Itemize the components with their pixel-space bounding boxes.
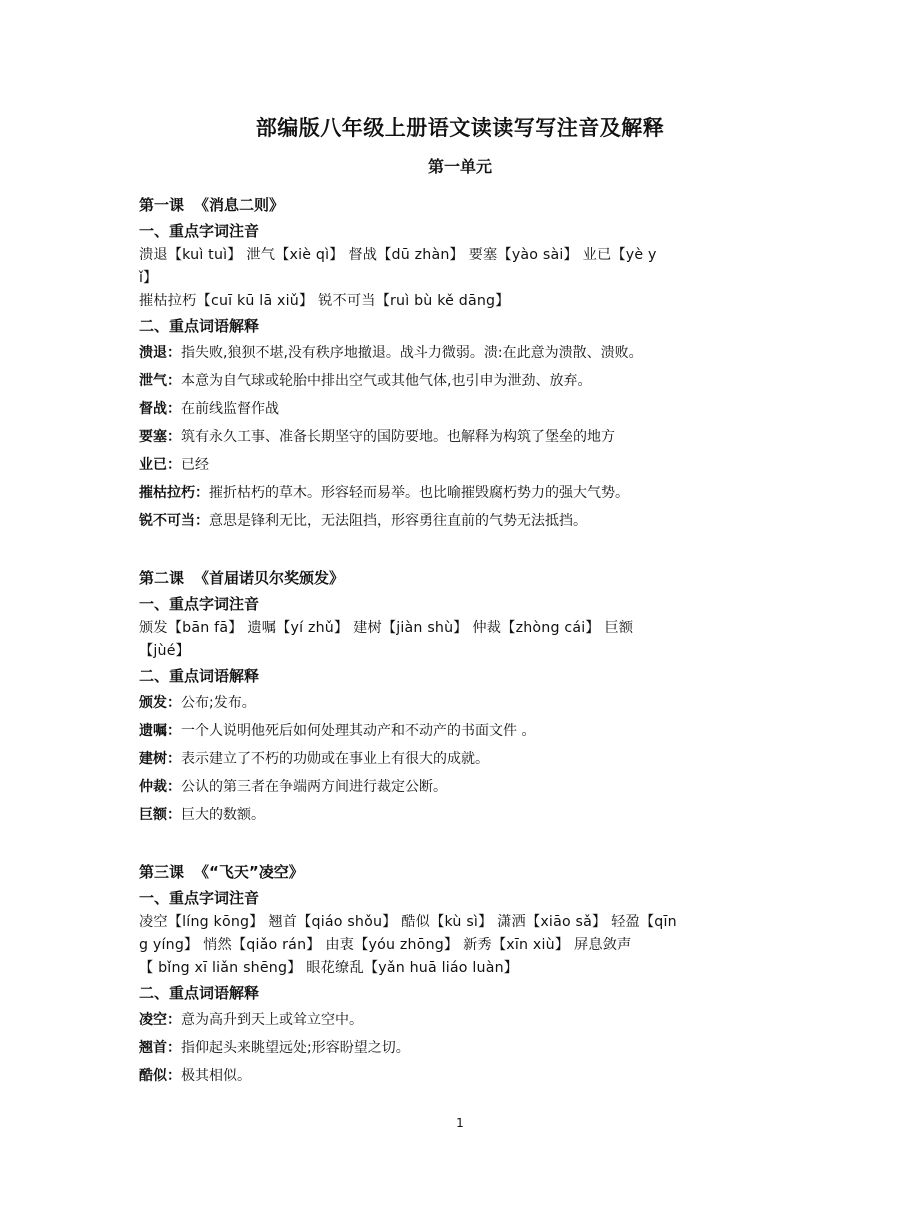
pinyin-heading: 一、重点字词注音: [139, 889, 260, 907]
definition-item: [139, 773, 784, 801]
definition-item: [139, 339, 784, 367]
definition-term: 溃退：: [139, 345, 181, 361]
lesson-title: 《消息二则》: [194, 196, 285, 214]
lesson-label: 第二课: [139, 569, 185, 587]
definition-item: [139, 423, 784, 451]
page-number: 1: [456, 1116, 464, 1130]
definition-text: 指仰起头来眺望远处;形容盼望之切。: [181, 1040, 410, 1056]
definition-item: [139, 717, 784, 745]
document-body: [139, 192, 784, 1090]
definition-term: 要塞：: [139, 429, 181, 445]
definition-term: 摧枯拉朽：: [139, 485, 209, 501]
definition-term: 翘首：: [139, 1040, 181, 1056]
section-spacer: [139, 829, 784, 859]
lesson-label: 第一课: [139, 196, 185, 214]
lesson-section: [139, 192, 784, 535]
pinyin-line: 凌空【líng kōng】 翘首【qiáo shǒu】 酷似【kù sì】 潇洒【xiāo sǎ】 轻盈【qīn: [139, 914, 677, 930]
lesson-heading: [139, 192, 784, 218]
definition-item: [139, 801, 784, 829]
lesson-title: 《首届诺贝尔奖颁发》: [194, 569, 345, 587]
definition-text: 公认的第三者在争端两方间进行裁定公断。: [181, 779, 447, 795]
definition-item: [139, 689, 784, 717]
definition-term: 仲裁：: [139, 779, 181, 795]
pinyin-heading: 一、重点字词注音: [139, 222, 260, 240]
definition-heading: 二、重点词语解释: [139, 667, 260, 685]
pinyin-line: 颁发【bān fā】 遗嘱【yí zhǔ】 建树【jiàn shù】 仲裁【zhòng cái】 巨额: [139, 620, 634, 636]
section-spacer: [139, 535, 784, 565]
definition-item: [139, 451, 784, 479]
definition-text: 公布;发布。: [181, 695, 256, 711]
definition-text: 意为高升到天上或耸立空中。: [181, 1012, 363, 1028]
definition-text: 筑有永久工事、准备长期坚守的国防要地。也解释为构筑了堡垒的地方: [181, 429, 615, 445]
pinyin-line: g yíng】 悄然【qiǎo rán】 由衷【yóu zhōng】 新秀【xīn xiù】 屏息敛声: [139, 937, 632, 953]
definition-item: [139, 1006, 784, 1034]
pinyin-line: 【 bǐng xī liǎn shēng】 眼花缭乱【yǎn huā liáo luàn】: [139, 960, 519, 976]
definition-item: [139, 479, 784, 507]
unit-heading: 第一单元: [427, 157, 492, 176]
definition-text: 已经: [181, 457, 209, 473]
definition-text: 指失败,狼狈不堪,没有秩序地撤退。战斗力微弱。溃:在此意为溃散、溃败。: [181, 345, 643, 361]
lesson-heading: [139, 565, 784, 591]
definition-term: 巨额：: [139, 807, 181, 823]
definition-term: 遗嘱：: [139, 723, 181, 739]
definition-term: 颁发：: [139, 695, 181, 711]
definition-item: [139, 1034, 784, 1062]
lesson-heading: [139, 859, 784, 885]
lesson-section: [139, 565, 784, 829]
definition-term: 酷似：: [139, 1068, 181, 1084]
definition-item: [139, 367, 784, 395]
definition-item: [139, 745, 784, 773]
lesson-title: 《“飞天”凌空》: [194, 863, 304, 881]
document-title: 部编版八年级上册语文读读写写注音及解释: [255, 116, 665, 140]
definition-text: 意思是锋利无比，无法阻挡，形容勇往直前的气势无法抵挡。: [209, 513, 587, 529]
lesson-label: 第三课: [139, 863, 185, 881]
pinyin-line: 摧枯拉朽【cuī kū lā xiǔ】 锐不可当【ruì bù kě dāng】: [139, 293, 510, 309]
definition-term: 凌空：: [139, 1012, 181, 1028]
lesson-section: [139, 859, 784, 1090]
definition-term: 锐不可当：: [139, 513, 209, 529]
definition-item: [139, 395, 784, 423]
definition-text: 本意为自气球或轮胎中排出空气或其他气体,也引申为泄劲、放弃。: [181, 373, 592, 389]
pinyin-line: 溃退【kuì tuì】 泄气【xiè qì】 督战【dū zhàn】 要塞【yào sài】 业已【yè y: [139, 247, 657, 263]
definition-term: 督战：: [139, 401, 181, 417]
definition-heading: 二、重点词语解释: [139, 317, 260, 335]
definition-term: 建树：: [139, 751, 181, 767]
definition-text: 摧折枯朽的草木。形容轻而易举。也比喻摧毁腐朽势力的强大气势。: [209, 485, 629, 501]
definition-text: 极其相似。: [181, 1068, 251, 1084]
pinyin-heading: 一、重点字词注音: [139, 595, 260, 613]
definition-text: 在前线监督作战: [181, 401, 279, 417]
pinyin-line: 【jùé】: [139, 643, 191, 659]
definition-term: 泄气：: [139, 373, 181, 389]
definition-item: [139, 1062, 784, 1090]
definition-item: [139, 507, 784, 535]
pinyin-line: ǐ】: [139, 270, 158, 286]
definition-text: 巨大的数额。: [181, 807, 265, 823]
definition-text: 一个人说明他死后如何处理其动产和不动产的书面文件 。: [181, 723, 536, 739]
definition-term: 业已：: [139, 457, 181, 473]
definition-text: 表示建立了不朽的功勋或在事业上有很大的成就。: [181, 751, 489, 767]
definition-heading: 二、重点词语解释: [139, 984, 260, 1002]
